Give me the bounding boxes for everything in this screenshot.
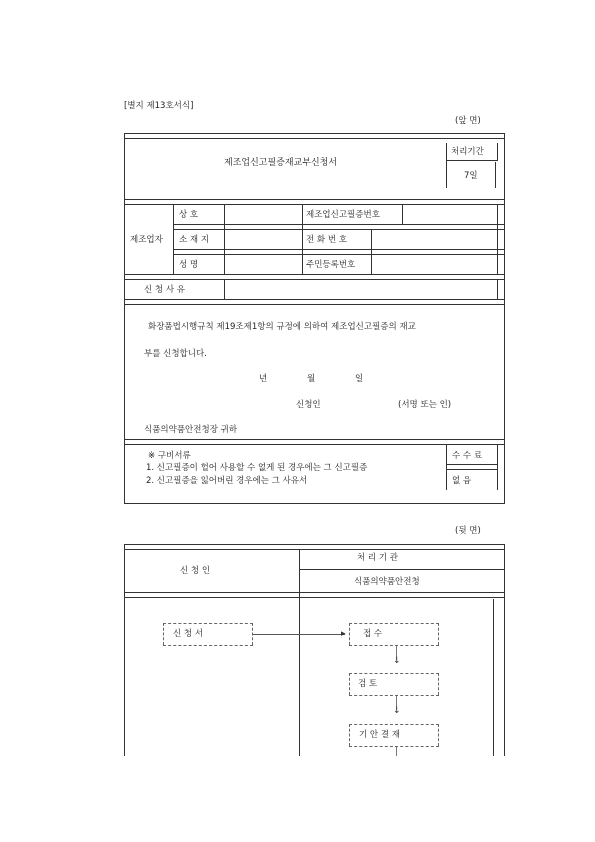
- back-applicant-column: 신 청 인: [180, 566, 211, 576]
- back-side-label: (뒷 면): [455, 526, 481, 536]
- flow-arrow-line: [253, 634, 345, 635]
- required-docs-title: ※ 구비서류: [148, 451, 191, 461]
- year-label: 년: [259, 374, 268, 384]
- reason-label: 신 청 사 유: [144, 285, 185, 295]
- registration-no-label: 제조업신고필증번호: [306, 210, 380, 220]
- flow-box-approval: [349, 724, 439, 746]
- resident-no-label: 주민등록번호: [306, 260, 356, 270]
- applicant-label: 신청인: [296, 400, 321, 410]
- form-reference: [별지 제13호서식]: [124, 101, 194, 111]
- arrow-right-icon: ▸: [341, 629, 346, 639]
- fee-label: 수 수 료: [452, 451, 483, 461]
- signature-label: (서명 또는 인): [398, 400, 452, 410]
- day-label: 일: [355, 374, 364, 384]
- back-agency-name: 식품의약품안전청: [354, 577, 420, 587]
- flow-application-label: 신 청 서: [173, 629, 204, 639]
- required-doc-1: 1. 신고필증이 헐어 사용할 수 없게 된 경우에는 그 신고필증: [146, 463, 368, 473]
- flow-approval-label: 기 안 결 재: [359, 730, 400, 740]
- manufacturer-label: 제조업자: [130, 235, 163, 245]
- flow-box-receipt: [349, 623, 439, 645]
- declaration-line-2: 부를 신청합니다.: [144, 349, 207, 359]
- addressee: 식품의약품안전청장 귀하: [144, 425, 238, 435]
- flow-box-application: [163, 623, 253, 645]
- arrow-down-icon: ↓: [393, 656, 401, 666]
- processing-period-label: 처리기간: [451, 147, 484, 157]
- month-label: 월: [307, 374, 316, 384]
- trade-name-label: 상 호: [179, 210, 199, 220]
- address-label: 소 재 지: [179, 235, 210, 245]
- fee-value: 없 음: [452, 476, 472, 486]
- flow-review-label: 검 토: [358, 679, 378, 689]
- flow-receipt-label: 접 수: [363, 629, 383, 639]
- arrow-down-icon: ↓: [393, 706, 401, 716]
- processing-period-value: 7일: [464, 171, 478, 181]
- phone-label: 전 화 번 호: [306, 235, 347, 245]
- required-doc-2: 2. 신고필증을 잃어버린 경우에는 그 사유서: [146, 476, 308, 486]
- back-agency-header: 처 리 기 관: [357, 553, 398, 563]
- declaration-line-1: 화장품법시행규칙 제19조제1항의 규정에 의하여 제조업신고필증의 재교: [148, 322, 416, 332]
- form-title: 제조업신고필증재교부신청서: [224, 158, 338, 168]
- flow-box-review: [349, 673, 439, 695]
- front-side-label: (앞 면): [455, 116, 481, 126]
- name-label: 성 명: [179, 260, 199, 270]
